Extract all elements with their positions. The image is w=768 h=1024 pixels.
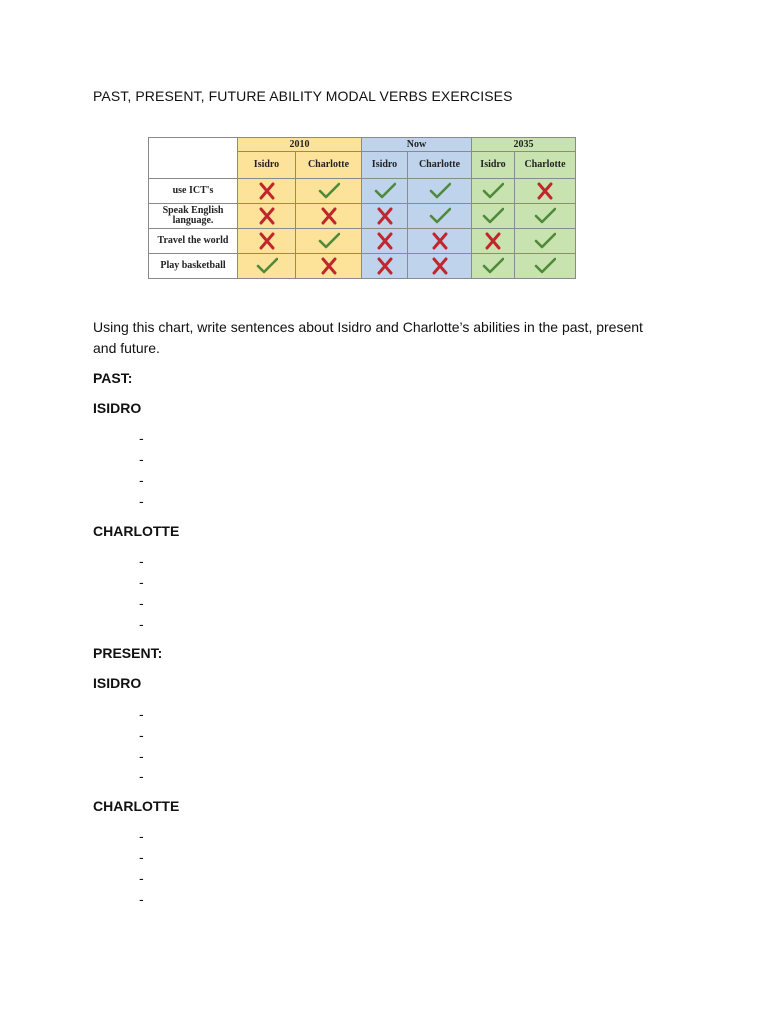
cross-icon [256, 182, 278, 200]
check-icon [318, 182, 340, 200]
subheading-isidro: ISIDRO [93, 400, 142, 416]
chart-cell [296, 229, 362, 254]
check-icon [534, 232, 556, 250]
person-header: Charlotte [408, 152, 472, 179]
answer-line[interactable]: - [139, 849, 144, 865]
chart-cell [362, 229, 408, 254]
chart-cell [238, 229, 296, 254]
answer-line[interactable]: - [139, 472, 144, 488]
chart-row [149, 229, 576, 254]
check-icon [374, 182, 396, 200]
answer-line[interactable]: - [139, 451, 144, 467]
check-icon [482, 207, 504, 225]
cross-icon [482, 232, 504, 250]
chart-cell [362, 179, 408, 204]
page-title: PAST, PRESENT, FUTURE ABILITY MODAL VERBS EXERCISES [93, 88, 513, 104]
answer-line[interactable]: - [139, 748, 144, 764]
check-icon [429, 182, 451, 200]
chart-row [149, 254, 576, 279]
check-icon [534, 207, 556, 225]
person-header: Isidro [238, 152, 296, 179]
chart-cell [238, 254, 296, 279]
check-icon [534, 257, 556, 275]
ability-chart [148, 137, 576, 279]
person-header: Isidro [362, 152, 408, 179]
check-icon [318, 232, 340, 250]
answer-line[interactable]: - [139, 727, 144, 743]
row-label: Speak English language. [149, 204, 238, 229]
chart-cell [296, 254, 362, 279]
cross-icon [256, 207, 278, 225]
chart-row [149, 204, 576, 229]
chart-cell [238, 204, 296, 229]
cross-icon [534, 182, 556, 200]
chart-cell [408, 179, 472, 204]
person-header: Charlotte [515, 152, 576, 179]
section-heading-present: PRESENT: [93, 645, 163, 661]
chart-cell [472, 179, 515, 204]
cross-icon [429, 232, 451, 250]
check-icon [482, 182, 504, 200]
answer-line[interactable]: - [139, 553, 144, 569]
row-label: Travel the world [149, 229, 238, 254]
chart-cell [362, 204, 408, 229]
period-header: 2035 [472, 138, 576, 152]
chart-cell [408, 254, 472, 279]
answer-line[interactable]: - [139, 891, 144, 907]
row-label: Play basketball [149, 254, 238, 279]
answer-line[interactable]: - [139, 768, 144, 784]
chart-cell [515, 229, 576, 254]
chart-row [149, 179, 576, 204]
period-header: 2010 [238, 138, 362, 152]
chart-cell [515, 179, 576, 204]
chart-cell [296, 204, 362, 229]
cross-icon [429, 257, 451, 275]
chart-cell [362, 254, 408, 279]
check-icon [482, 257, 504, 275]
subheading-charlotte: CHARLOTTE [93, 798, 180, 814]
chart-cell [515, 254, 576, 279]
answer-line[interactable]: - [139, 430, 144, 446]
chart-cell [296, 179, 362, 204]
check-icon [429, 207, 451, 225]
instructions: Using this chart, write sentences about Isidro and Charlotte’s abilities in the past, present and future. [93, 319, 643, 356]
answer-line[interactable]: - [139, 828, 144, 844]
chart-cell [472, 204, 515, 229]
chart-cell [408, 204, 472, 229]
answer-line[interactable]: - [139, 574, 144, 590]
cross-icon [374, 257, 396, 275]
cross-icon [374, 232, 396, 250]
chart-cell [472, 254, 515, 279]
answer-line[interactable]: - [139, 870, 144, 886]
answer-line[interactable]: - [139, 595, 144, 611]
subheading-charlotte: CHARLOTTE [93, 523, 180, 539]
section-heading-past: PAST: [93, 370, 133, 386]
answer-line[interactable]: - [139, 493, 144, 509]
chart-cell [238, 179, 296, 204]
chart-cell [472, 229, 515, 254]
cross-icon [256, 232, 278, 250]
period-header: Now [362, 138, 472, 152]
chart-cell [515, 204, 576, 229]
person-header: Charlotte [296, 152, 362, 179]
subheading-isidro: ISIDRO [93, 675, 142, 691]
cross-icon [374, 207, 396, 225]
chart-cell [408, 229, 472, 254]
answer-line[interactable]: - [139, 706, 144, 722]
chart-corner-cell [149, 138, 238, 179]
cross-icon [318, 207, 340, 225]
cross-icon [318, 257, 340, 275]
answer-line[interactable]: - [139, 616, 144, 632]
check-icon [256, 257, 278, 275]
row-label: use ICT's [149, 179, 238, 204]
person-header: Isidro [472, 152, 515, 179]
